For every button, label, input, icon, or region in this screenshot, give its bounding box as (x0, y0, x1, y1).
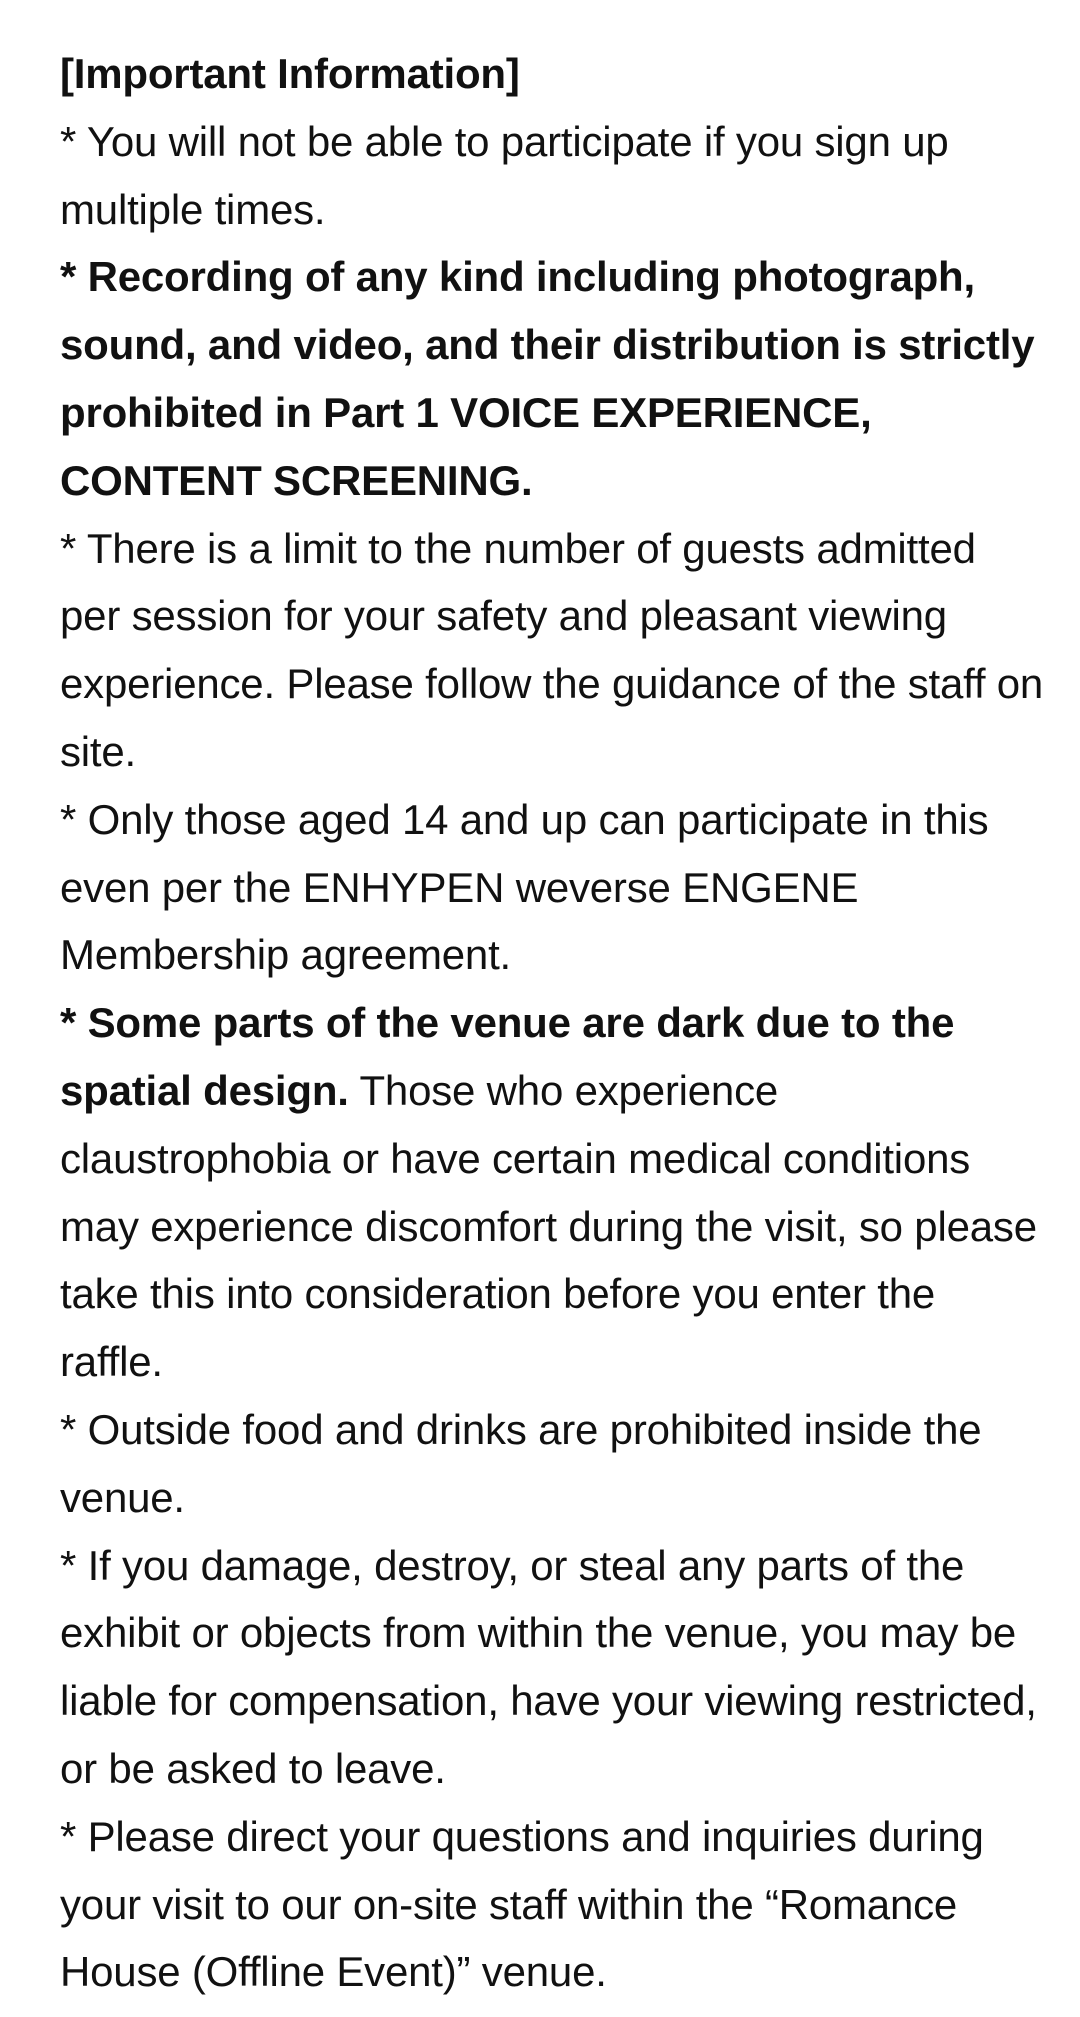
notice-item-food-drinks: * Outside food and drinks are prohibited inside the venue. (60, 1405, 982, 1521)
notice-item-age-restriction: * Only those aged 14 and up can participate in this even per the ENHYPEN weverse ENGENE Membership agreement. (60, 795, 989, 979)
dark-venue-details: Those who experience claustrophobia or have certain medical conditions may experience discomfort during the visit, so please take this into consideration before you enter the raffle. (60, 1066, 1037, 1386)
notice-item-dark-venue (60, 989, 1044, 1396)
dark-venue-warning: * Some parts of the venue are dark due to the spatial design. (60, 999, 955, 1114)
notice-item-guest-limit: * There is a limit to the number of guests admitted per session for your safety and pleasant viewing experience. Please follow the guidance of the staff on site. (60, 524, 1044, 775)
notice-item-multiple-signup: * You will not be able to participate if you sign up multiple times. (60, 117, 949, 233)
notice-item-damage-liability: * If you damage, destroy, or steal any parts of the exhibit or objects from within the venue, you may be liable for compensation, have your viewing restricted, or be asked to leave. (60, 1541, 1037, 1792)
notice-item-inquiries: * Please direct your questions and inquiries during your visit to our on-site staff within the “Romance House (Offline Event)” venue. (60, 1812, 984, 1996)
notice-heading: [Important Information] (60, 50, 520, 97)
notice-item-recording-prohibited: * Recording of any kind including photograph, sound, and video, and their distribution is strictly prohibited in Part 1 VOICE EXPERIENCE, CONTENT SCREENING. (60, 253, 1035, 504)
